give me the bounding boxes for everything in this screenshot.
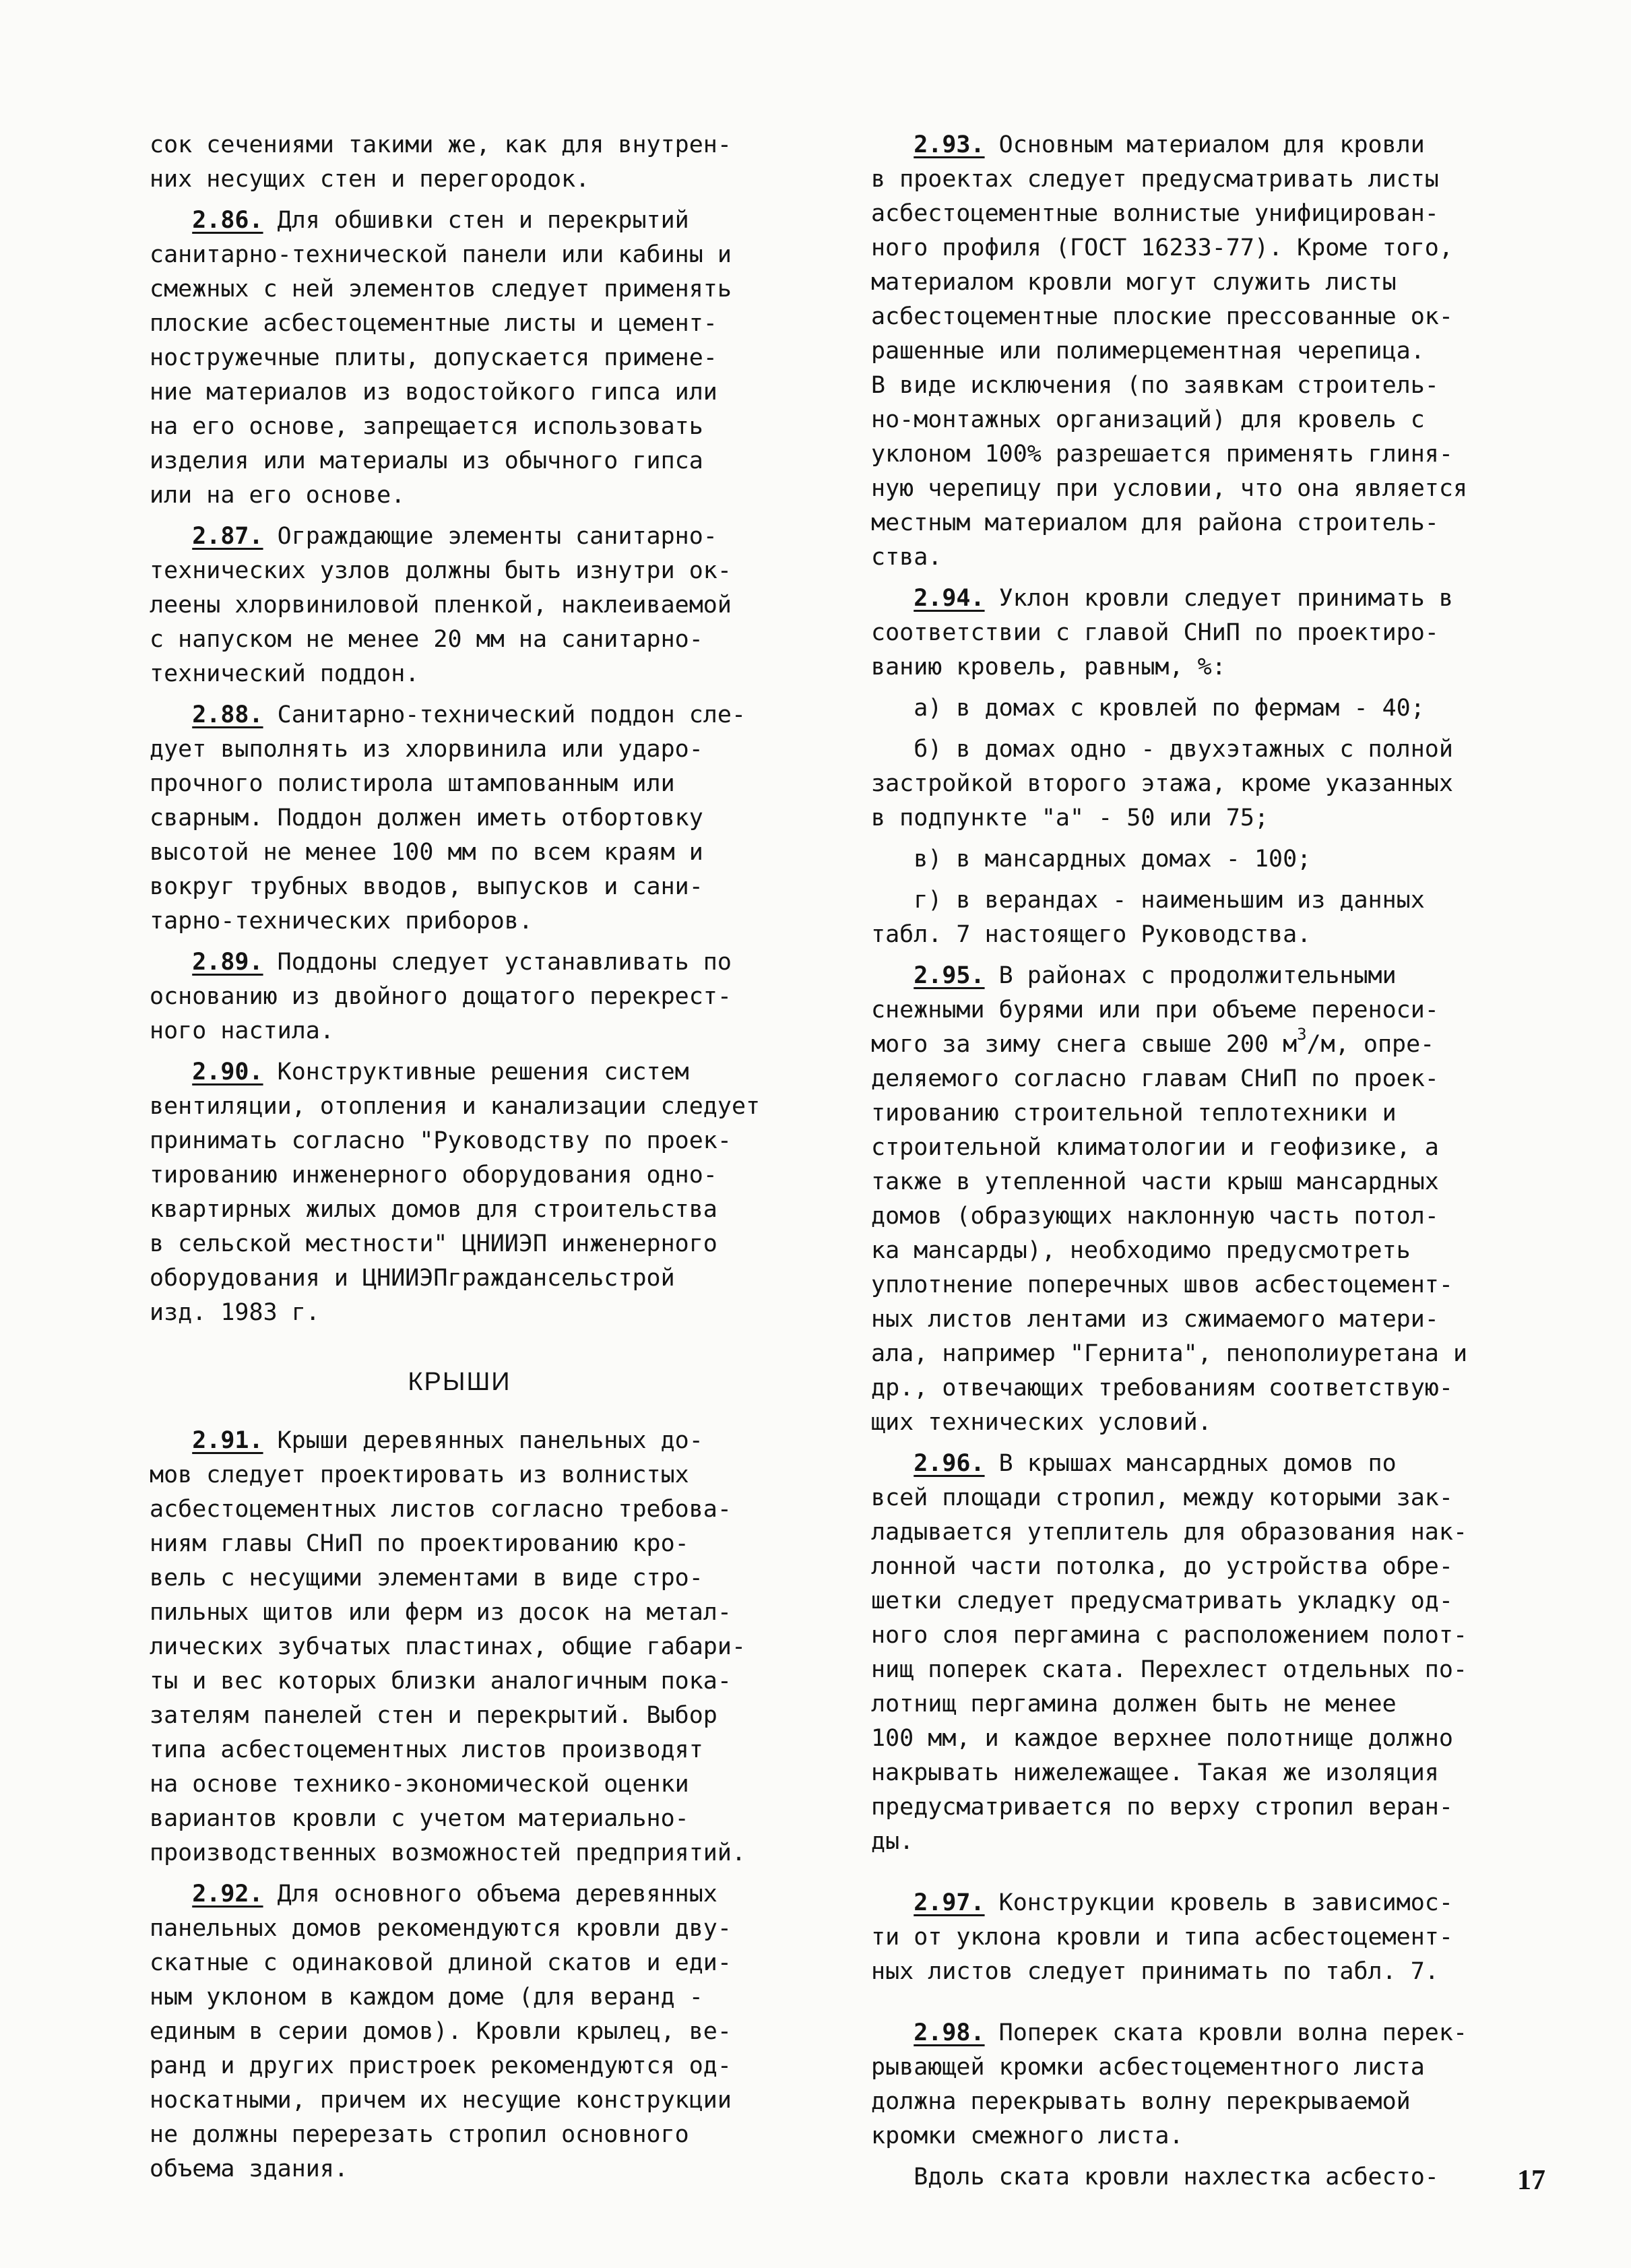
page-number: 17 xyxy=(1517,2165,1545,2196)
clause-text: Санитарно-технический поддон сле- дует выполнять из хлорвинила или ударо- прочного полистирола штампованным или сварным. Поддон должен иметь отбортовку высотой не менее 100 мм по всем краям и вокруг трубных вводов, выпусков и сани- тарно-технических приборов. xyxy=(150,701,746,935)
list-item-text: б) в домах одно - двухэтажных с полной застройкой второго этажа, кроме указанных в подпункте "а" - 50 или 75; xyxy=(871,736,1453,831)
paragraph-2-96 xyxy=(871,1447,1553,1859)
right-column xyxy=(871,128,1553,2201)
paragraph: сок сечениями такими же, как для внутрен- них несущих стен и перегородок. xyxy=(150,131,732,193)
clause-text: Крыши деревянных панельных до- мов следует проектировать из волнистых асбестоцементных листов согласно требова- ниям главы СНиП по проектированию кро- вель с несущими элементами в виде стро- пильных щитов или ферм из досок на метал- лических зубчатых пластинах, общие габари- ты и вес которых близки аналогичным пока- зателям панелей стен и перекрытий. Выбор типа асбестоцементных листов производят на основе технико-экономической оценки вариантов кровли с учетом материально- производственных возможностей предприятий. xyxy=(150,1427,746,1866)
paragraph-2-86 xyxy=(150,203,769,513)
clause-text: Для обшивки стен и перекрытий санитарно-технической панели или кабины и смежных с ней элементов следует применять плоские асбестоцементные листы и цемент- ностружечные плиты, допускается примене- ние материалов из водостойкого гипса или на его основе, запрещается использовать изделия или материалы из обычного гипса или на его основе. xyxy=(150,207,732,509)
clause-text-cont: /м, опре- деляемого согласно главам СНиП по проек- тированию строительной теплотехники и строительной климатологии и геофизике, а также в утепленной части крыш мансардных домов (образующих наклонную часть потол- ка мансарды), необходимо предусмотреть уплотнение поперечных швов асбестоцемент- ных листов лентами из сжимаемого матери- ала, например "Гернита", пенополиуретана и др., отвечающих требованиям соответствую- щих технических условий. xyxy=(871,1031,1468,1436)
paragraph-2-94 xyxy=(871,581,1553,685)
clause-number: 2.97. xyxy=(914,1889,985,1916)
paragraph-2-98 xyxy=(871,2016,1553,2153)
clause-text: Ограждающие элементы санитарно- технических узлов должны быть изнутри ок- леены хлорвиниловой пленкой, наклеиваемой с напуском не менее 20 мм на санитарно- технический поддон. xyxy=(150,523,732,687)
clause-number: 2.92. xyxy=(192,1881,263,1908)
list-item-g xyxy=(871,883,1553,952)
clause-text: Поперек ската кровли волна перек- рывающей кромки асбестоцементного листа должна перекрывать волну перекрываемой кромки смежного листа. xyxy=(871,2019,1468,2149)
list-item-text: в) в мансардных домах - 100; xyxy=(914,846,1312,873)
list-item-text: г) в верандах - наименьшим из данных табл. 7 настоящего Руководства. xyxy=(871,887,1425,948)
list-item-b xyxy=(871,732,1553,836)
clause-text: В районах с продолжительными снежными бурями или при объеме переноси- мого за зиму снега свыше 200 м xyxy=(871,962,1439,1058)
section-heading: КРЫШИ xyxy=(408,1368,511,1396)
clause-number: 2.93. xyxy=(914,131,985,158)
clause-text: Основным материалом для кровли в проектах следует предусматривать листы асбестоцементные волнистые унифицирован- ного профиля (ГОСТ 16233-77). Кроме того, материалом кровли могут служить листы асбестоцементные плоские прессованные ок- рашенные или полимерцементная черепица. В виде исключения (по заявкам строитель- но-монтажных организаций) для кровель с уклоном 100% разрешается применять глиня- ную черепицу при условии, что она является местным материалом для района строитель- ства. xyxy=(871,131,1468,571)
list-item-v xyxy=(871,842,1553,877)
clause-number: 2.95. xyxy=(914,962,985,989)
left-column xyxy=(150,128,769,2193)
clause-text: Конструкции кровель в зависимос- ти от уклона кровли и типа асбестоцемент- ных листов следует принимать по табл. 7. xyxy=(871,1889,1453,1985)
paragraph-2-91 xyxy=(150,1424,769,1870)
paragraph-2-89 xyxy=(150,945,769,1048)
clause-number: 2.96. xyxy=(914,1450,985,1477)
list-item-text: а) в домах с кровлей по фермам - 40; xyxy=(914,695,1425,722)
paragraph-2-87 xyxy=(150,519,769,691)
paragraph-2-88 xyxy=(150,698,769,939)
clause-text: Уклон кровли следует принимать в соответствии с главой СНиП по проектиро- ванию кровель, равным, %: xyxy=(871,585,1453,681)
clause-number: 2.94. xyxy=(914,585,985,612)
superscript: 3 xyxy=(1297,1025,1307,1044)
clause-text: Для основного объема деревянных панельных домов рекомендуются кровли дву- скатные с одинаковой длиной скатов и еди- ным уклоном в каждом доме (для веранд - единым в серии домов). Кровли крылец, ве- ранд и других пристроек рекомендуются од- носкатными, причем их несущие конструкции не должны перерезать стропил основного объема здания. xyxy=(150,1881,732,2182)
clause-number: 2.91. xyxy=(192,1427,263,1454)
paragraph-2-90 xyxy=(150,1055,769,1330)
clause-text: Поддоны следует устанавливать по основанию из двойного дощатого перекрест- ного настила. xyxy=(150,949,732,1044)
clause-number: 2.89. xyxy=(192,949,263,976)
clause-number: 2.90. xyxy=(192,1059,263,1085)
paragraph xyxy=(871,2160,1553,2195)
clause-number: 2.87. xyxy=(192,523,263,550)
clause-text: В крышах мансардных домов по всей площади стропил, между которыми зак- ладывается утеплитель для образования нак- лонной части потолка, до устройства обре- шетки следует предусматривать укладку од- ного слоя пергамина с расположением полот- нищ поперек ската. Перехлест отдельных по- лотнищ пергамина должен быть не менее 100 мм, и каждое верхнее полотнище должно накрывать нижележащее. Такая же изоляция предусматривается по верху стропил веран- ды. xyxy=(871,1450,1468,1855)
paragraph-text: Вдоль ската кровли нахлестка асбесто- xyxy=(914,2164,1439,2191)
clause-number: 2.86. xyxy=(192,207,263,234)
clause-text: Конструктивные решения систем вентиляции, отопления и канализации следует принимать согласно "Руководству по проек- тированию инженерного оборудования одно- квартирных жилых домов для строительства в сельской местности" ЦНИИЭП инженерного оборудования и ЦНИИЭПграждансельстрой изд. 1983 г. xyxy=(150,1059,761,1326)
clause-number: 2.98. xyxy=(914,2019,985,2046)
paragraph-2-95 xyxy=(871,959,1553,1440)
paragraph-2-97 xyxy=(871,1886,1553,1989)
paragraph-2-93 xyxy=(871,128,1553,575)
clause-number: 2.88. xyxy=(192,701,263,728)
list-item-a xyxy=(871,691,1553,726)
paragraph-2-92 xyxy=(150,1877,769,2186)
